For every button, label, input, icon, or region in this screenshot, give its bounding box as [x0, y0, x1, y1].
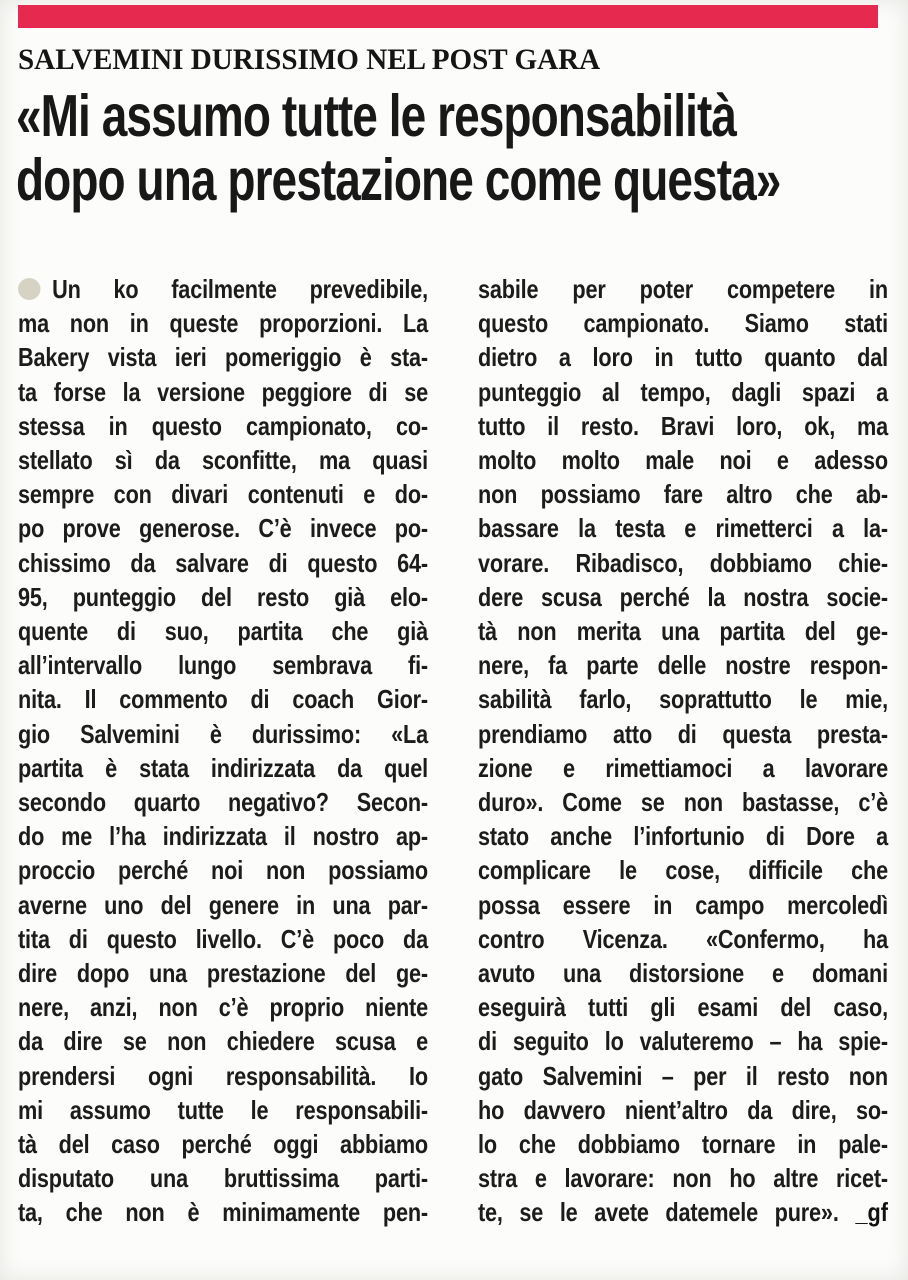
- article-text-line: tutto il resto. Bravi loro, ok, ma: [478, 410, 888, 441]
- article-text-line: non possiamo fare altro che ab-: [478, 479, 888, 510]
- headline-line: dopo una prestazione come questa»: [16, 147, 781, 213]
- article-body: [18, 272, 890, 1238]
- article-text-line: Bakery vista ieri pomeriggio è sta-: [18, 342, 428, 373]
- article-text-line: gato Salvemini – per il resto non: [478, 1060, 888, 1091]
- article-text-line: averne uno del genere in una par-: [18, 889, 428, 920]
- article-text-line: questo campionato. Siamo stati: [478, 308, 888, 339]
- article-text-line: stellato sì da sconfitte, ma quasi: [18, 445, 428, 476]
- article-text-line: nita. Il commento di coach Gior-: [18, 684, 428, 715]
- article-text-line: tita di questo livello. C’è poco da: [18, 923, 428, 954]
- article-text-line: sabilità farlo, soprattutto le mie,: [478, 684, 888, 715]
- article-text-line: contro Vicenza. «Confermo, ha: [478, 923, 888, 954]
- article-text-line: Un ko facilmente prevedibile,: [18, 272, 428, 306]
- article-text-line: disputato una bruttissima parti-: [18, 1163, 428, 1194]
- article-text-line: avuto una distorsione e domani: [478, 958, 888, 989]
- article-text-line: te, se le avete datemele pure». _gf: [478, 1197, 888, 1228]
- article-text-line: po prove generose. C’è invece po-: [18, 513, 428, 544]
- article-text-line: di seguito lo valuteremo – ha spie-: [478, 1026, 888, 1057]
- article-text-line: stra e lavorare: non ho altre ricet-: [478, 1163, 888, 1194]
- article-text-line: all’intervallo lungo sembrava fi-: [18, 650, 428, 681]
- article-text-line: secondo quarto negativo? Secon-: [18, 787, 428, 818]
- top-red-bar: [18, 5, 878, 28]
- article-text-line: zione e rimettiamoci a lavorare: [478, 752, 888, 783]
- article-text-line: gio Salvemini è durissimo: «La: [18, 718, 428, 749]
- article-text-line: prendiamo atto di questa presta-: [478, 718, 888, 749]
- article-text-line: stato anche l’infortunio di Dore a: [478, 821, 888, 852]
- article-text-line: ma non in queste proporzioni. La: [18, 308, 428, 339]
- article-text-line: dire dopo una prestazione del ge-: [18, 958, 428, 989]
- article-column-right: [478, 272, 890, 1238]
- article-text-line: nere, fa parte delle nostre respon-: [478, 650, 888, 681]
- article-text-line: quente di suo, partita che già: [18, 616, 428, 647]
- article-text-line: dere scusa perché la nostra socie-: [478, 581, 888, 612]
- article-text-line: tà del caso perché oggi abbiamo: [18, 1129, 428, 1160]
- article-text-line: sabile per poter competere in: [478, 274, 888, 304]
- article-text-line: chissimo da salvare di questo 64-: [18, 547, 428, 578]
- article-text-line: tà non merita una partita del ge-: [478, 616, 888, 647]
- article-text-line: do me l’ha indirizzata il nostro ap-: [18, 821, 428, 852]
- article-text-line: sempre con divari contenuti e do-: [18, 479, 428, 510]
- article-text-line: punteggio al tempo, dagli spazi a: [478, 376, 888, 407]
- article-text-line: molto molto male noi e adesso: [478, 445, 888, 476]
- article-text-line: 95, punteggio del resto già elo-: [18, 581, 428, 612]
- article-text-line: prendersi ogni responsabilità. Io: [18, 1060, 428, 1091]
- article-text-line: ta forse la versione peggiore di se: [18, 376, 428, 407]
- article-text-line: bassare la testa e rimetterci a la-: [478, 513, 888, 544]
- article-text-line: stessa in questo campionato, co-: [18, 410, 428, 441]
- article-text-line: mi assumo tutte le responsabili-: [18, 1094, 428, 1125]
- article-kicker: SALVEMINI DURISSIMO NEL POST GARA: [18, 43, 601, 76]
- article-text-line: vorare. Ribadisco, dobbiamo chie-: [478, 547, 888, 578]
- article-text-line: proccio perché noi non possiamo: [18, 855, 428, 886]
- headline-line: «Mi assumo tutte le responsabilità: [16, 83, 737, 149]
- paragraph-bullet-icon: [18, 278, 40, 300]
- article-text-line: duro». Come se non bastasse, c’è: [478, 787, 888, 818]
- article-text-line: eseguirà tutti gli esami del caso,: [478, 992, 888, 1023]
- article-text-line: possa essere in campo mercoledì: [478, 889, 888, 920]
- article-text-line: complicare le cose, difficile che: [478, 855, 888, 886]
- article-text-line: ho davvero nient’altro da dire, so-: [478, 1094, 888, 1125]
- article-column-left: [18, 272, 430, 1238]
- article-text-line: lo che dobbiamo tornare in pale-: [478, 1129, 888, 1160]
- article-text-line: ta, che non è minimamente pen-: [18, 1197, 428, 1228]
- article-headline: [16, 84, 780, 212]
- article-text-line: nere, anzi, non c’è proprio niente: [18, 992, 428, 1023]
- article-text-line: partita è stata indirizzata da quel: [18, 752, 428, 783]
- author-signature: _gf: [838, 1197, 888, 1228]
- article-text-line: dietro a loro in tutto quanto dal: [478, 342, 888, 373]
- article-text-line: da dire se non chiedere scusa e: [18, 1026, 428, 1057]
